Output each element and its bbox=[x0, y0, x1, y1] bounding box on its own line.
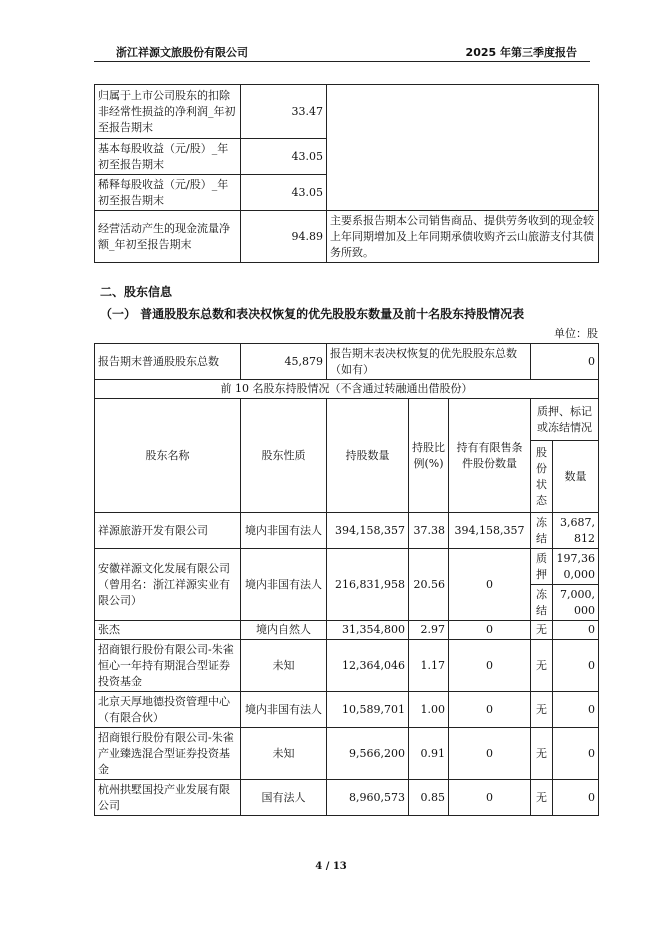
pledge-qty: 7,000,000 bbox=[553, 585, 599, 621]
table-row bbox=[95, 692, 599, 728]
pledge-status: 无 bbox=[531, 621, 553, 640]
holder-restricted: 0 bbox=[449, 692, 531, 728]
section-title: 二、股东信息 bbox=[100, 285, 173, 299]
financial-indicators-table bbox=[94, 84, 599, 263]
table-row bbox=[95, 549, 599, 585]
holder-ratio: 0.85 bbox=[409, 780, 449, 816]
col-nature: 股东性质 bbox=[241, 399, 327, 513]
pref-holders-label: 报告期末表决权恢复的优先股股东总数（如有） bbox=[327, 344, 531, 380]
holder-shares: 394,158,357 bbox=[327, 513, 409, 549]
holder-name: 招商银行股份有限公司-朱雀产业臻选混合型证券投资基金 bbox=[95, 728, 241, 780]
pledge-qty: 0 bbox=[553, 640, 599, 692]
total-holders-value: 45,879 bbox=[241, 344, 327, 380]
holder-restricted: 0 bbox=[449, 621, 531, 640]
fin-label: 归属于上市公司股东的扣除非经常性损益的净利润_年初至报告期末 bbox=[95, 85, 241, 139]
pledge-status: 冻结 bbox=[531, 585, 553, 621]
holder-nature: 境内自然人 bbox=[241, 621, 327, 640]
holder-restricted: 0 bbox=[449, 780, 531, 816]
pledge-status: 冻结 bbox=[531, 513, 553, 549]
pref-holders-value: 0 bbox=[531, 344, 599, 380]
fin-value: 33.47 bbox=[241, 85, 327, 139]
holder-shares: 10,589,701 bbox=[327, 692, 409, 728]
holder-nature: 国有法人 bbox=[241, 780, 327, 816]
holder-name: 招商银行股份有限公司-朱雀恒心一年持有期混合型证券投资基金 bbox=[95, 640, 241, 692]
fin-reason-empty bbox=[327, 85, 599, 211]
holder-restricted: 0 bbox=[449, 640, 531, 692]
holder-shares: 216,831,958 bbox=[327, 549, 409, 621]
unit-label: 单位：股 bbox=[554, 327, 598, 340]
fin-label: 经营活动产生的现金流量净额_年初至报告期末 bbox=[95, 211, 241, 263]
table-row bbox=[95, 621, 599, 640]
col-shares: 持股数量 bbox=[327, 399, 409, 513]
pledge-qty: 3,687,812 bbox=[553, 513, 599, 549]
holder-restricted: 394,158,357 bbox=[449, 513, 531, 549]
pledge-status: 质押 bbox=[531, 549, 553, 585]
holder-ratio: 20.56 bbox=[409, 549, 449, 621]
pledge-qty: 0 bbox=[553, 728, 599, 780]
holder-ratio: 1.00 bbox=[409, 692, 449, 728]
shareholders-table bbox=[94, 343, 599, 816]
holder-nature: 境内非国有法人 bbox=[241, 549, 327, 621]
holder-nature: 境内非国有法人 bbox=[241, 513, 327, 549]
col-pledge-group: 质押、标记或冻结情况 bbox=[531, 399, 599, 441]
holder-shares: 12,364,046 bbox=[327, 640, 409, 692]
holder-name: 北京天厚地德投资管理中心（有限合伙） bbox=[95, 692, 241, 728]
top10-title-row bbox=[95, 380, 599, 399]
pledge-status: 无 bbox=[531, 640, 553, 692]
total-holders-label: 报告期末普通股股东总数 bbox=[95, 344, 241, 380]
holder-restricted: 0 bbox=[449, 549, 531, 621]
holder-shares: 8,960,573 bbox=[327, 780, 409, 816]
fin-reason: 主要系报告期本公司销售商品、提供劳务收到的现金较上年同期增加及上年同期承债收购齐云山旅游支付其债务所致。 bbox=[327, 211, 599, 263]
pledge-status: 无 bbox=[531, 780, 553, 816]
pledge-qty: 0 bbox=[553, 692, 599, 728]
pledge-qty: 0 bbox=[553, 780, 599, 816]
holder-nature: 未知 bbox=[241, 640, 327, 692]
fin-value: 43.05 bbox=[241, 139, 327, 175]
holder-shares: 31,354,800 bbox=[327, 621, 409, 640]
top10-title: 前 10 名股东持股情况（不含通过转融通出借股份） bbox=[95, 380, 599, 399]
holder-nature: 未知 bbox=[241, 728, 327, 780]
holder-ratio: 2.97 bbox=[409, 621, 449, 640]
holder-nature: 境内非国有法人 bbox=[241, 692, 327, 728]
header-company: 浙江祥源文旅股份有限公司 bbox=[116, 46, 248, 59]
section-subtitle: （一） 普通股股东总数和表决权恢复的优先股股东数量及前十名股东持股情况表 bbox=[100, 307, 525, 321]
summary-row bbox=[95, 344, 599, 380]
col-pledge-qty: 数量 bbox=[553, 441, 599, 513]
fin-value: 43.05 bbox=[241, 175, 327, 211]
table-row bbox=[95, 513, 599, 549]
holder-ratio: 0.91 bbox=[409, 728, 449, 780]
table-row bbox=[95, 211, 599, 263]
holder-name: 张杰 bbox=[95, 621, 241, 640]
holder-shares: 9,566,200 bbox=[327, 728, 409, 780]
holder-name: 杭州拱墅国投产业发展有限公司 bbox=[95, 780, 241, 816]
table-row bbox=[95, 780, 599, 816]
header-divider bbox=[94, 61, 590, 62]
fin-value: 94.89 bbox=[241, 211, 327, 263]
header-row bbox=[95, 399, 599, 441]
header-report-title: 2025 年第三季度报告 bbox=[465, 46, 577, 59]
pledge-status: 无 bbox=[531, 728, 553, 780]
pledge-status: 无 bbox=[531, 692, 553, 728]
col-pledge-status: 股份状态 bbox=[531, 441, 553, 513]
table-row bbox=[95, 85, 599, 139]
holder-restricted: 0 bbox=[449, 728, 531, 780]
pledge-qty: 0 bbox=[553, 621, 599, 640]
col-restricted: 持有有限售条件股份数量 bbox=[449, 399, 531, 513]
holder-name: 祥源旅游开发有限公司 bbox=[95, 513, 241, 549]
fin-label: 稀释每股收益（元/股）_年初至报告期末 bbox=[95, 175, 241, 211]
holder-ratio: 1.17 bbox=[409, 640, 449, 692]
pledge-qty: 197,360,000 bbox=[553, 549, 599, 585]
holder-ratio: 37.38 bbox=[409, 513, 449, 549]
col-name: 股东名称 bbox=[95, 399, 241, 513]
fin-label: 基本每股收益（元/股）_年初至报告期末 bbox=[95, 139, 241, 175]
page-number: 4 / 13 bbox=[315, 861, 347, 872]
holder-name: 安徽祥源文化发展有限公司（曾用名：浙江祥源实业有限公司） bbox=[95, 549, 241, 621]
table-row bbox=[95, 640, 599, 692]
table-row bbox=[95, 728, 599, 780]
col-ratio: 持股比例(%) bbox=[409, 399, 449, 513]
